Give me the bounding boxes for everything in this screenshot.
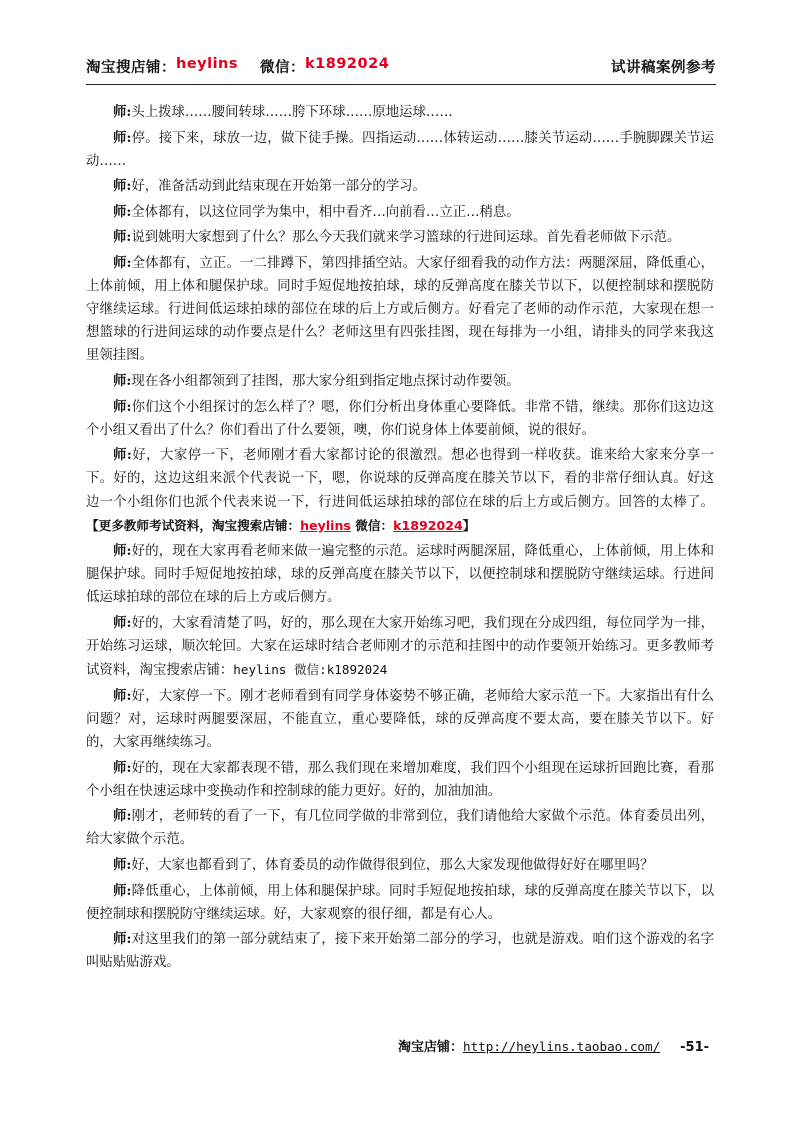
header-wechat-prefix: 微信：: [260, 60, 306, 76]
paragraph-text: 对这里我们的第一部分就结束了，接下来开始第二部分的学习，也就是游戏。咱们这个游戏的名字叫贴贴贴游戏。: [86, 932, 714, 971]
paragraph-text: 现在各小组都领到了挂图，那大家分组到指定地点探讨动作要领。: [131, 374, 520, 390]
header-title: 试讲稿案例参考: [611, 60, 716, 76]
speaker-label: 师:: [113, 255, 132, 272]
dialogue-paragraph: [86, 396, 714, 442]
header-shop-info: [86, 56, 389, 77]
header-shop-prefix: 淘宝搜店铺：: [86, 60, 176, 76]
paragraph-text: 好，准备活动到此结束现在开始第一部分的学习。: [131, 179, 426, 195]
paragraph-text: 刚才，老师转的看了一下，有几位同学做的非常到位，我们请他给大家做个示范。体育委员出列，给大家做个示范。: [86, 809, 714, 848]
paragraph-text: 停。接下来，球放一边，做下徒手操。四指运动……体转运动……膝关节运动……手腕脚踝关节运动……: [86, 130, 715, 169]
speaker-label: 师:: [113, 614, 132, 631]
paragraph-text: 说到姚明大家想到了什么？那么今天我们就来学习篮球的行进间运球。首先看老师做下示范。: [131, 230, 681, 246]
dialogue-paragraph: [86, 928, 714, 974]
speaker-label: 师:: [113, 229, 132, 246]
header-wechat-id: k1892024: [305, 56, 390, 72]
speaker-label: 师:: [113, 759, 132, 776]
promo-note: [86, 518, 475, 533]
dialogue-paragraph: [86, 101, 714, 124]
document-body: [86, 101, 714, 977]
promo-wechat-label: 微信：: [350, 517, 394, 533]
paragraph-text: 好，大家停一下，老师刚才看大家都讨论的很激烈。想必也得到一样收获。谁来给大家来分享一下。好的，这边这组来派个代表说一下，嗯，你说球的反弹高度在膝关节以下，看的非常仔细认真。好这边一个小组你们也派个代表来说一下，行进间低运球拍球的部位在球的后上方或后侧方。回答的太棒了。: [86, 448, 714, 510]
footer-label: 淘宝店铺：: [398, 1040, 464, 1055]
paragraph-text: 你们这个小组探讨的怎么样了？嗯，你们分析出身体重心要降低。非常不错，继续。那你们这边这个小组又看出了什么？你们看出了什么要领，噢，你们说身体上体要前倾，说的很好。: [86, 399, 714, 438]
dialogue-paragraph: [86, 201, 714, 224]
dialogue-paragraph: [86, 175, 714, 198]
paragraph-text: 全体都有，以这位同学为集中，相中看齐…向前看…立正…稍息。: [131, 204, 520, 220]
speaker-label: 师:: [113, 104, 132, 120]
paragraph-text: 全体都有，立正。一二排蹲下，第四排插空站。大家仔细看我的动作方法：两腿深屈，降低重心，上体前倾，用上体和腿保护球。同时手短促地按拍球，球的反弹高度在膝关节以下，以便控制球和摆脱防守继续运球。行进间低运球拍球的部位在球的后上方或后侧方。好看完了老师的动作示范，大家现在想一想篮球的行进间运球的动作要点是什么？老师这里有四张挂图，现在每排为一小组，请排头的同学来我这里领挂图。: [86, 256, 714, 364]
paragraph-text: 好的，大家看清楚了吗，好的，那么现在大家开始练习吧，我们现在分成四组，每位同学为一排，开始练习运球，顺次轮回。大家在运球时结合老师刚才的示范和挂图中的动作要领开始练习。更多教师考试资料，淘宝搜索店铺：: [86, 615, 714, 679]
dialogue-paragraph: [86, 880, 714, 926]
paragraph-text: 头上拨球……腰间转球……胯下环球……原地运球……: [131, 105, 453, 120]
dialogue-paragraph: [86, 757, 714, 803]
header-shop-name: heylins: [176, 56, 239, 72]
speaker-label: 师:: [113, 856, 132, 873]
speaker-label: 师:: [113, 203, 132, 220]
paragraph-text: 好的，现在大家再看老师来做一遍完整的示范。运球时两腿深屈，降低重心，上体前倾，用上体和腿保护球。同时手短促地按拍球，球的反弹高度在膝关节以下，以便控制球和摆脱防守继续运球。行进间低运球拍球的部位在球的后上方或后侧方。: [86, 544, 714, 606]
speaker-label: 师:: [113, 129, 132, 146]
footer-shop-url[interactable]: http://heylins.taobao.com/: [463, 1039, 661, 1054]
dialogue-paragraph: [86, 612, 714, 682]
dialogue-paragraph: [86, 127, 714, 173]
speaker-label: 师:: [113, 931, 132, 948]
paragraph-text: 好的，现在大家都表现不错，那么我们现在来增加难度，我们四个小组现在运球折回跑比赛，看那个小组在快速运球中变换动作和控制球的能力更好。好的，加油加油。: [86, 760, 714, 799]
dialogue-paragraph: [86, 685, 714, 754]
paragraph-text: 好，大家也都看到了，体育委员的动作做得很到位，那么大家发现他做得好好在哪里吗？: [131, 857, 654, 873]
page-header: [86, 56, 716, 85]
speaker-label: 师:: [113, 543, 132, 560]
paragraph-contact-tail: heylins 微信:k1892024: [233, 662, 388, 678]
speaker-label: 师:: [113, 178, 132, 195]
dialogue-paragraph: [86, 854, 714, 877]
promo-wechat-link[interactable]: k1892024: [393, 517, 463, 533]
speaker-label: 师:: [113, 687, 132, 704]
promo-close: 】: [462, 517, 476, 533]
promo-open: 【更多教师考试资料，淘宝搜索店铺：: [86, 517, 301, 533]
page-footer: [398, 1036, 709, 1055]
dialogue-paragraph: [86, 226, 714, 249]
dialogue-paragraph: [86, 444, 714, 537]
dialogue-paragraph: [86, 805, 714, 851]
speaker-label: 师:: [113, 808, 132, 825]
speaker-label: 师:: [113, 398, 132, 415]
page-number: -51-: [680, 1040, 710, 1055]
dialogue-paragraph: [86, 540, 714, 609]
speaker-label: 师:: [113, 882, 132, 899]
dialogue-paragraph: [86, 370, 714, 393]
promo-shop-link[interactable]: heylins: [300, 517, 351, 533]
speaker-label: 师:: [113, 373, 132, 390]
dialogue-paragraph: [86, 252, 714, 367]
paragraph-text: 好，大家停一下。刚才老师看到有同学身体姿势不够正确，老师给大家示范一下。大家指出有什么问题？对，运球时两腿要深屈，不能直立，重心要降低，球的反弹高度不要太高，要在膝关节以下。好的，大家再继续练习。: [86, 688, 714, 750]
paragraph-text: 降低重心，上体前倾，用上体和腿保护球。同时手短促地按拍球，球的反弹高度在膝关节以下，以便控制球和摆脱防守继续运球。好，大家观察的很仔细，都是有心人。: [86, 883, 714, 922]
speaker-label: 师:: [113, 447, 132, 464]
